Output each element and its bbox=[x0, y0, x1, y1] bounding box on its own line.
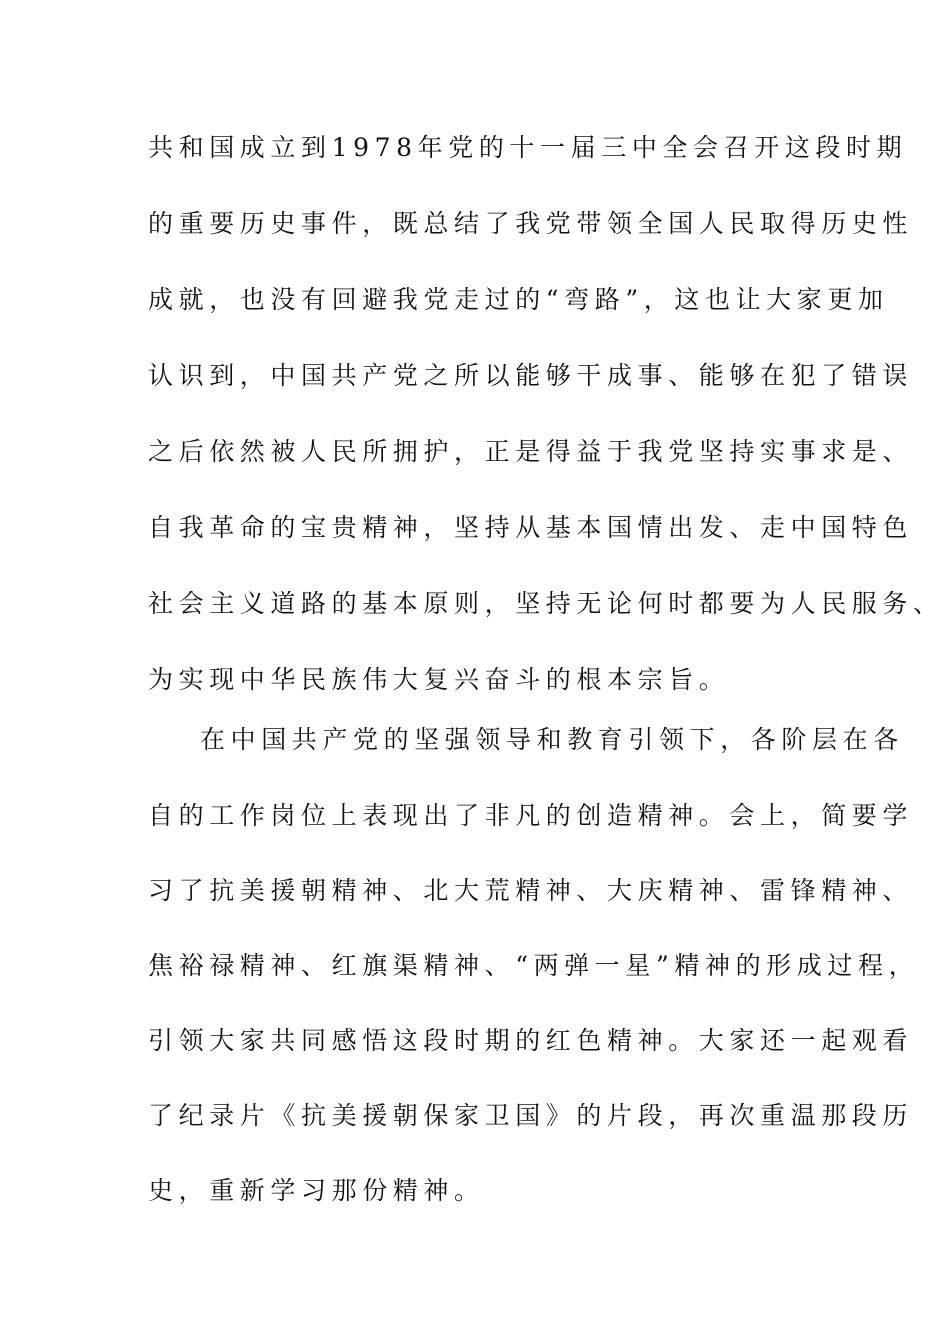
paragraph-1-line-7: 社会主义道路的基本原则，坚持无论何时都要为人民服务、 bbox=[148, 589, 944, 618]
paragraph-2-line-2: 自的工作岗位上表现出了非凡的创造精神。会上，简要学 bbox=[148, 801, 914, 830]
paragraph-1-line-5: 之后依然被人民所拥护，正是得益于我党坚持实事求是、 bbox=[148, 437, 914, 466]
paragraph-1-line-4: 认识到，中国共产党之所以能够干成事、能够在犯了错误 bbox=[148, 361, 914, 390]
paragraph-1-line-2: 的重要历史事件，既总结了我党带领全国人民取得历史性 bbox=[148, 209, 914, 238]
paragraph-2-line-5: 引领大家共同感悟这段时期的红色精神。大家还一起观看 bbox=[148, 1026, 914, 1055]
paragraph-2-line-3: 习了抗美援朝精神、北大荒精神、大庆精神、雷锋精神、 bbox=[148, 876, 914, 905]
paragraph-1-line-3: 成就，也没有回避我党走过的“弯路”，这也让大家更加 bbox=[148, 285, 889, 314]
paragraph-2-line-4: 焦裕禄精神、红旗渠精神、“两弹一星”精神的形成过程， bbox=[148, 951, 920, 980]
paragraph-1-line-8: 为实现中华民族伟大复兴奋斗的根本宗旨。 bbox=[148, 665, 730, 694]
paragraph-1-line-6: 自我革命的宝贵精神，坚持从基本国情出发、走中国特色 bbox=[148, 513, 914, 542]
paragraph-2-line-1: 在中国共产党的坚强领导和教育引领下，各阶层在各 bbox=[200, 725, 904, 754]
paragraph-1-line-1: 共和国成立到1978年党的十一届三中全会召开这段时期 bbox=[148, 133, 908, 162]
paragraph-2-line-6: 了纪录片《抗美援朝保家卫国》的片段，再次重温那段历 bbox=[148, 1101, 914, 1130]
paragraph-2-line-7: 史，重新学习那份精神。 bbox=[148, 1176, 485, 1205]
